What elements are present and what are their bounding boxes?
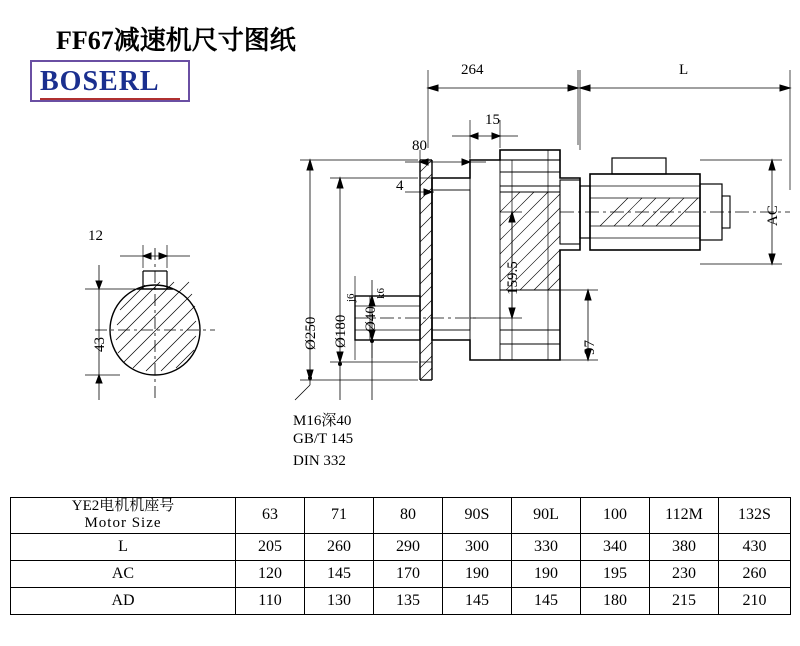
cell-L-2: 290 — [374, 533, 443, 560]
dim-97: 97 — [582, 340, 598, 355]
cell-AC-4: 190 — [512, 560, 581, 587]
dim-4: 4 — [396, 178, 404, 194]
header-size-2: 80 — [374, 498, 443, 534]
cell-AC-2: 170 — [374, 560, 443, 587]
cell-AC-6: 230 — [650, 560, 719, 587]
table-header-row — [11, 498, 791, 534]
header-size-7: 132S — [719, 498, 791, 534]
cell-AD-2: 135 — [374, 587, 443, 614]
dim-15: 15 — [485, 112, 500, 128]
note-gbt145: GB/T 145 — [293, 431, 354, 447]
header-size-0: 63 — [236, 498, 305, 534]
note-din332: DIN 332 — [293, 453, 346, 469]
cell-AC-0: 120 — [236, 560, 305, 587]
dim-40: Ø40 — [363, 306, 379, 332]
cell-L-7: 430 — [719, 533, 791, 560]
header-label-line1: YE2电机机座号 — [71, 498, 175, 514]
cell-AD-3: 145 — [443, 587, 512, 614]
cell-AD-6: 215 — [650, 587, 719, 614]
cell-AD-4: 145 — [512, 587, 581, 614]
header-size-5: 100 — [581, 498, 650, 534]
row-label-AD: AD — [11, 587, 236, 614]
motor-size-table — [10, 497, 791, 615]
cell-L-3: 300 — [443, 533, 512, 560]
header-size-6: 112M — [650, 498, 719, 534]
table-row — [11, 560, 791, 587]
dim-AC: AC — [765, 205, 781, 226]
row-label-L: L — [11, 533, 236, 560]
cell-L-6: 380 — [650, 533, 719, 560]
cell-AC-7: 260 — [719, 560, 791, 587]
cell-L-4: 330 — [512, 533, 581, 560]
cell-AC-3: 190 — [443, 560, 512, 587]
dim-250: Ø250 — [303, 316, 319, 350]
table-row — [11, 533, 791, 560]
dim-80: 80 — [412, 138, 427, 154]
cell-AC-5: 195 — [581, 560, 650, 587]
note-m16: M16深40 — [293, 413, 352, 429]
dim-12: 12 — [88, 228, 103, 244]
cell-L-1: 260 — [305, 533, 374, 560]
cell-AC-1: 145 — [305, 560, 374, 587]
logo-text: BOSERL — [40, 66, 160, 97]
dim-180-tolerance: j6 — [345, 293, 357, 302]
dim-43: 43 — [92, 337, 108, 352]
dim-159-5: 159.5 — [505, 261, 521, 295]
table-row — [11, 587, 791, 614]
cell-L-5: 340 — [581, 533, 650, 560]
cell-L-0: 205 — [236, 533, 305, 560]
cell-AD-1: 130 — [305, 587, 374, 614]
header-label-line2: Motor Size — [84, 515, 162, 532]
row-label-AC: AC — [11, 560, 236, 587]
header-size-3: 90S — [443, 498, 512, 534]
header-size-1: 71 — [305, 498, 374, 534]
dim-264: 264 — [461, 62, 484, 78]
dim-40-tolerance: k6 — [375, 288, 387, 299]
page-title: FF67减速机尺寸图纸 — [56, 26, 296, 55]
header-size-4: 90L — [512, 498, 581, 534]
header-label-cell — [11, 498, 236, 534]
cell-AD-7: 210 — [719, 587, 791, 614]
cell-AD-5: 180 — [581, 587, 650, 614]
cell-AD-0: 110 — [236, 587, 305, 614]
dim-L: L — [679, 62, 689, 78]
dim-180: Ø180 — [333, 314, 349, 348]
